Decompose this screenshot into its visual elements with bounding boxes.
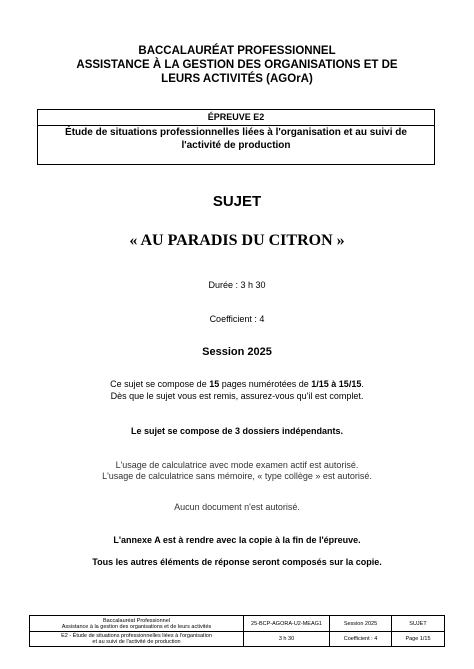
footer-diploma-line1: Baccalauréat Professionnel: [103, 617, 170, 624]
session: Session 2025: [202, 346, 272, 358]
footer-cell-coefficient: Coefficient : 4: [330, 631, 392, 646]
epreuve-description-line1: Étude de situations professionnelles liées à l'organisation et au suivi de: [65, 127, 407, 138]
annex-note: L'annexe A est à rendre avec la copie à la fin de l'épreuve.: [113, 535, 361, 545]
calculator-note2: L'usage de calculatrice sans mémoire, « type collège » est autorisé.: [102, 471, 372, 481]
page-count-text2: pages numérotées de: [219, 379, 312, 389]
sujet-heading: SUJET: [212, 193, 262, 210]
exam-title-line3: LEURS ACTIVITÉS (AGOrA): [161, 73, 313, 85]
epreuve-description: [38, 126, 434, 152]
page-count-line: [0, 379, 474, 389]
footer-cell-diploma: [30, 616, 244, 631]
footer-cell-type: SUJET: [409, 620, 427, 627]
epreuve-description-line2: l'activité de production: [181, 140, 291, 151]
exam-title-line1: BACCALAURÉAT PROFESSIONNEL: [138, 45, 336, 57]
footer-cell-epreuve: [30, 631, 244, 646]
footer-diploma-line2: Assistance à la gestion des organisations et de leurs activités: [61, 623, 212, 630]
footer-cell-session: Session 2025: [330, 616, 392, 631]
epreuve-label: ÉPREUVE E2: [38, 110, 434, 126]
footer-row: [30, 631, 444, 646]
epreuve-box: [37, 109, 435, 165]
page-count-text3: .: [361, 379, 364, 389]
calculator-note1: L'usage de calculatrice avec mode examen actif est autorisé.: [115, 460, 359, 470]
exam-title: [40, 44, 434, 86]
footer-table: [29, 615, 445, 647]
completeness-check: Dès que le sujet vous est remis, assurez-vous qu'il est complet.: [110, 391, 364, 401]
footer-epreuve-line2: et au suivi de l'activité de production: [92, 638, 181, 645]
exam-title-line2: ASSISTANCE À LA GESTION DES ORGANISATIONS ET DE: [76, 59, 398, 71]
footer-row: [30, 616, 444, 632]
documents-note: Aucun document n'est autorisé.: [174, 502, 300, 512]
page-count-number: 15: [209, 379, 220, 389]
dossiers-note: Le sujet se compose de 3 dossiers indépendants.: [130, 426, 344, 436]
page-range: 1/15 à 15/15: [311, 379, 362, 389]
footer-cell-code: 25-BCP-AGORA-U2-MEAG1: [244, 616, 330, 631]
answers-note: Tous les autres éléments de réponse seront composés sur la copie.: [92, 557, 382, 567]
page-count-text1: Ce sujet se compose de: [110, 379, 210, 389]
footer-cell-duration: 3 h 30: [244, 631, 330, 646]
footer-epreuve-line1: E2 - Étude de situations professionnelles liées à l'organisation: [61, 632, 212, 639]
subject-title: « AU PARADIS DU CITRON »: [129, 232, 345, 249]
coefficient: Coefficient : 4: [209, 314, 265, 324]
duration: Durée : 3 h 30: [208, 280, 266, 290]
footer-cell-page: Page 1/15: [405, 635, 431, 642]
